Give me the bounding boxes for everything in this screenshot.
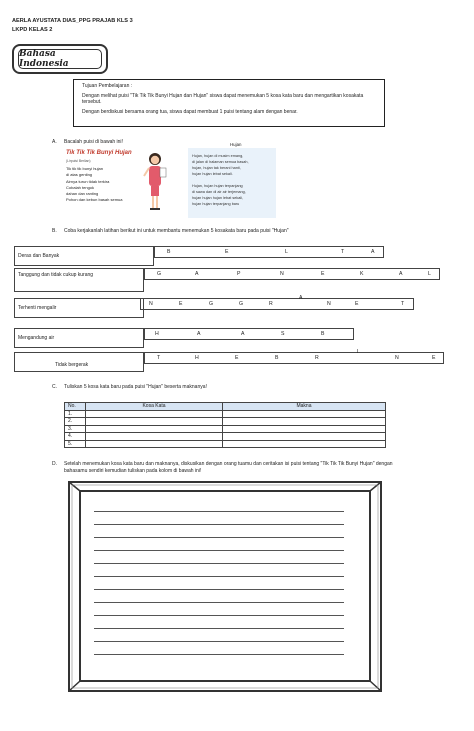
writing-frame[interactable] bbox=[68, 481, 382, 692]
clue-box-3 bbox=[14, 298, 144, 318]
writing-line[interactable] bbox=[94, 641, 344, 642]
header-no: No. bbox=[65, 403, 86, 411]
clue-box-4 bbox=[14, 328, 144, 348]
poem2-title: Hujan bbox=[230, 142, 242, 147]
header-line-2: LKPD KELAS 2 bbox=[12, 27, 53, 33]
writing-line[interactable] bbox=[94, 628, 344, 629]
frame-border bbox=[68, 481, 382, 692]
poem1-author: (Lirpuisi Berlian) bbox=[66, 159, 91, 163]
clue-text-3: Terhenti mengalir bbox=[18, 305, 57, 311]
writing-line[interactable] bbox=[94, 615, 344, 616]
header-makna: Makna bbox=[223, 403, 386, 411]
clue-text-1: Deras dan Banyak bbox=[18, 253, 60, 259]
answer-row-2[interactable]: G A P N E K A L bbox=[144, 268, 440, 280]
goal-paragraph-2: Dengan berdiskusi bersama orang tua, siswa dapat membuat 1 puisi tentang alam dengan benar. bbox=[82, 108, 298, 115]
section-b-letter: B. bbox=[52, 228, 57, 234]
section-d-instruction: Setelah menemukan kosa kata baru dan maknanya, diskusikan dengan orang tuamu dan ceritakan isi puisi tentang "Tik Tik Tik Bunyi Hujan" dengan bahasamu sendiri kemudian tuliskan pada kolom di bawah ini! bbox=[64, 461, 393, 474]
writing-line[interactable] bbox=[94, 563, 344, 564]
subject-badge bbox=[12, 44, 108, 74]
girl-illustration bbox=[140, 150, 170, 212]
table-row[interactable]: 1. bbox=[65, 410, 386, 418]
answer-row-4[interactable]: H A A S B bbox=[144, 328, 354, 340]
poem-card-right bbox=[188, 142, 276, 218]
poem1-lines: Tik tik tik bunyi hujan di atas genting Airnya turun tidak terkira Cobalah tengok dahan dan ranting Pohon dan kebun basah semua bbox=[66, 166, 123, 203]
vocabulary-table bbox=[64, 402, 386, 448]
writing-line[interactable] bbox=[94, 550, 344, 551]
table-header-row bbox=[65, 403, 386, 411]
clue-box-5 bbox=[14, 352, 144, 372]
section-d-letter: D. bbox=[52, 461, 57, 467]
header-kosa-kata: Kosa Kata bbox=[86, 403, 223, 411]
clue-text-4: Mengandung air bbox=[18, 335, 55, 341]
answer-row-3[interactable]: N E G G R A N E T bbox=[140, 298, 414, 310]
poem-card-left bbox=[64, 148, 170, 212]
section-c-letter: C. bbox=[52, 384, 57, 390]
clue-box-1 bbox=[14, 246, 154, 266]
answer-row-5[interactable]: T H E B R I N E bbox=[144, 352, 444, 364]
goal-title: Tujuan Pembelajaran : bbox=[82, 83, 133, 89]
clue-text-2: Tanggung dan tidak cukup kurang bbox=[18, 272, 94, 278]
poem1-title: Tik Tik Tik Bunyi Hujan bbox=[66, 150, 132, 156]
writing-line[interactable] bbox=[94, 654, 344, 655]
table-row[interactable]: 2. bbox=[65, 418, 386, 426]
section-a-instruction: Bacalah puisi di bawah ini! bbox=[64, 139, 123, 145]
poem2-lines: Hujan, hujan di musim emang, di jalan di halaman semua basah, hujan, hujan tak berani hanti, hujan hujan lebat sekali. Hujan, hujan hujan terpanjang di sawa dan di air air terjemang, hujan hujan hujan lebat sekali, hujan hujan terpanjang baru bbox=[192, 154, 249, 206]
writing-line[interactable] bbox=[94, 537, 344, 538]
learning-goal-box bbox=[73, 79, 385, 127]
writing-line[interactable] bbox=[94, 576, 344, 577]
table-row[interactable]: 5. bbox=[65, 440, 386, 448]
table-row[interactable]: 3. bbox=[65, 425, 386, 433]
clue-box-2 bbox=[14, 268, 144, 292]
writing-line[interactable] bbox=[94, 589, 344, 590]
section-b-instruction: Coba kerjakanlah latihan berikut ini untuk membantu menemukan 5 kosakata baru pada puisi "Hujan" bbox=[64, 228, 289, 234]
writing-line[interactable] bbox=[94, 511, 344, 512]
goal-paragraph-1: Dengan melihat puisi "Tik Tik Tik Bunyi Hujan dan Hujan" siswa dapat menemukan 5 kosa kata baru dan mengartikan kosakata tersebut. bbox=[82, 92, 364, 105]
subject-badge-label: Bahasa Indonesia bbox=[18, 49, 102, 69]
section-a-letter: A. bbox=[52, 139, 57, 145]
header-line-1: AERLA AYUSTATA DIAS_PPG PRAJAB KLS 3 bbox=[12, 18, 133, 24]
writing-line[interactable] bbox=[94, 602, 344, 603]
table-row[interactable]: 4. bbox=[65, 433, 386, 441]
writing-line[interactable] bbox=[94, 524, 344, 525]
clue-text-5: Tidak bergerak bbox=[55, 362, 89, 368]
section-c-instruction: Tuliskan 5 kosa kata baru pada puisi "Hujan" beserta maknanya! bbox=[64, 384, 207, 390]
answer-row-1[interactable]: B E L T A bbox=[154, 246, 384, 258]
